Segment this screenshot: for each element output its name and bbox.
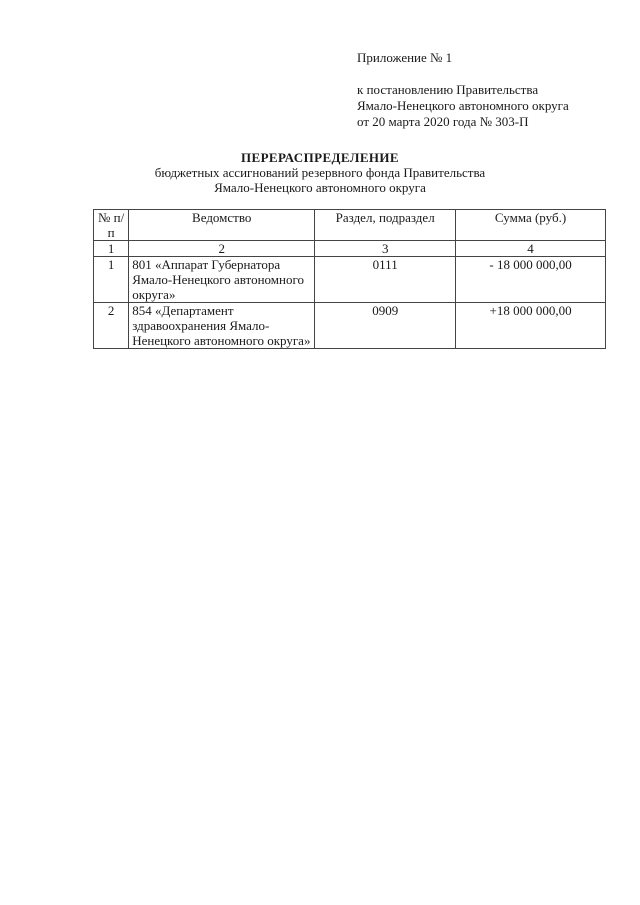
table-row [94,303,606,349]
annex-block [357,50,569,130]
annex-title: Приложение № 1 [357,50,453,65]
document-subtitle-line2: Ямало-Ненецкого автономного округа [214,180,426,195]
index-cell: 4 [456,241,606,257]
index-cell: 1 [94,241,129,257]
row-department: 801 «Аппарат Губернатора Ямало-Ненецкого автономного округа» [129,257,315,303]
table-row [94,257,606,303]
header-department: Ведомство [129,210,315,241]
annex-region: Ямало-Ненецкого автономного округа [357,98,569,113]
annex-resolution: к постановлению Правительства [357,82,539,97]
document-heading [0,150,640,195]
header-num: № п/п [94,210,129,241]
header-section: Раздел, подраздел [315,210,456,241]
row-section: 0909 [315,303,456,349]
allocation-table [93,209,606,349]
row-section: 0111 [315,257,456,303]
index-cell: 3 [315,241,456,257]
row-num: 1 [94,257,129,303]
table-header-row [94,210,606,241]
annex-spacer [357,66,569,82]
document-subtitle-line1: бюджетных ассигнований резервного фонда Правительства [154,165,486,180]
row-num: 2 [94,303,129,349]
table-index-row [94,241,606,257]
header-sum: Сумма (руб.) [456,210,606,241]
document-title: ПЕРЕРАСПРЕДЕЛЕНИЕ [240,150,400,165]
row-department: 854 «Департамент здравоохранения Ямало-Ненецкого автономного округа» [129,303,315,349]
annex-date-number: от 20 марта 2020 года № 303-П [357,114,529,129]
row-sum: - 18 000 000,00 [456,257,606,303]
index-cell: 2 [129,241,315,257]
row-sum: +18 000 000,00 [456,303,606,349]
